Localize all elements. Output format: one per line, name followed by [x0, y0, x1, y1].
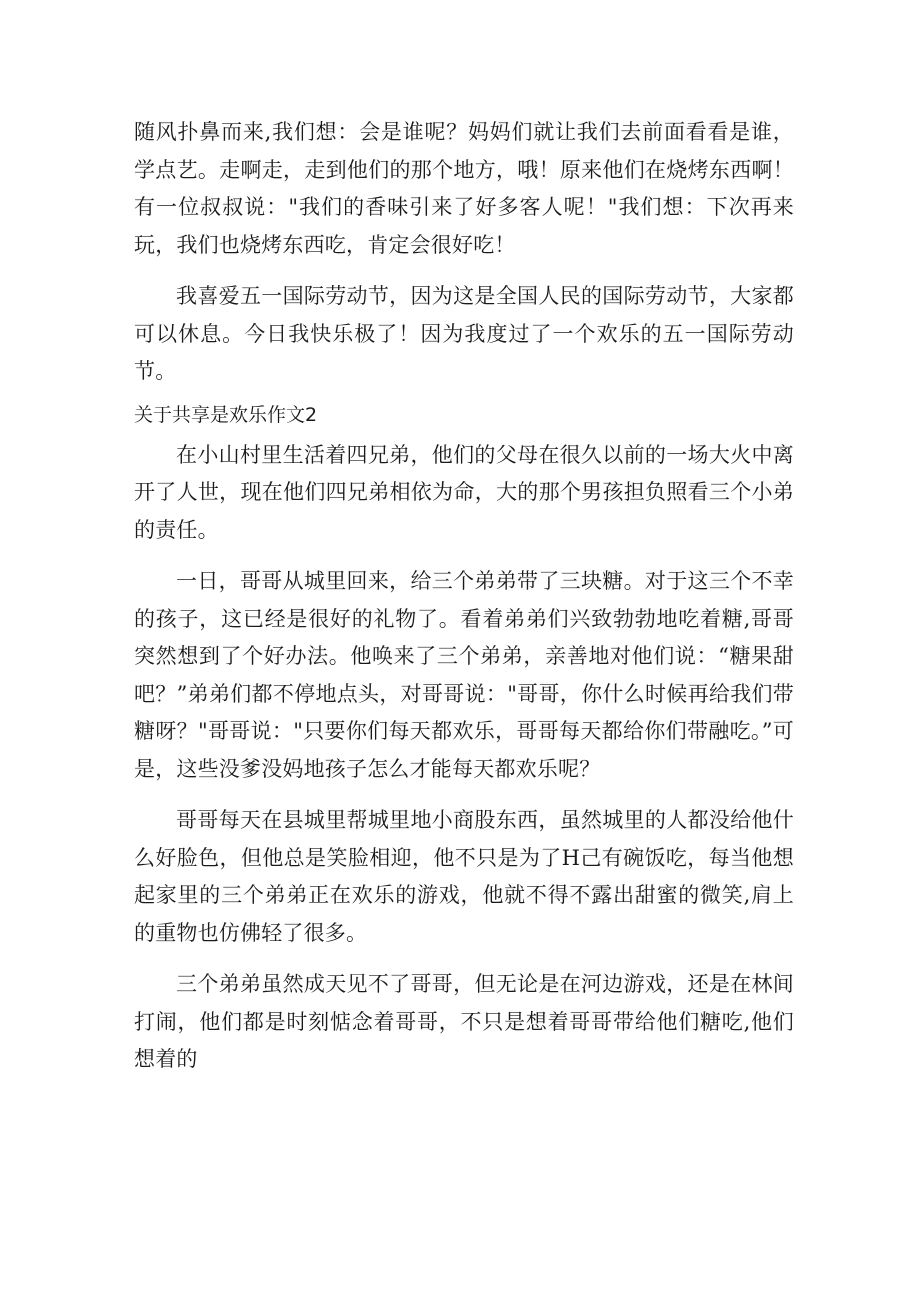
paragraph-1: 随风扑鼻而来,我们想：会是谁呢？妈妈们就让我们去前面看看是谁，学点艺。走啊走，走到他们的那个地方，哦！原来他们在烧烤东西啊！有一位叔叔说："我们的香味引来了好多客人呢！"我们想：下次再来玩，我们也烧烤东西吃，肯定会很好吃！	[134, 120, 794, 257]
paragraph-2: 我喜爱五一国际劳动节，因为这是全国人民的国际劳动节，大家都可以休息。今日我快乐极了！因为我度过了一个欢乐的五一国际劳动节。	[134, 284, 794, 383]
section-heading: 关于共享是欢乐作文2	[134, 403, 318, 426]
paragraph-6: 三个弟弟虽然成天见不了哥哥，但无论是在河边游戏，还是在林间打闹，他们都是时刻惦念着哥哥，不只是想着哥哥带给他们糖吃,他们想着的	[134, 972, 794, 1071]
paragraph-4: 一日，哥哥从城里回来，给三个弟弟带了三块糖。对于这三个不幸的孩子，这已经是很好的礼物了。看着弟弟们兴致勃勃地吃着糖,哥哥突然想到了个好办法。他唤来了三个弟弟，亲善地对他们说：“糖果甜吧？”弟弟们都不停地点头，对哥哥说："哥哥，你什么时候再给我们带糖呀？"哥哥说："只要你们每天都欢乐，哥哥每天都给你们带融吃。”可是，这些没爹没妈地孩子怎么才能每天都欢乐呢？	[134, 569, 794, 781]
document-body	[134, 114, 794, 1079]
paragraph-3: 在小山村里生活着四兄弟，他们的父母在很久以前的一场大火中离开了人世，现在他们四兄弟相依为命，大的那个男孩担负照看三个小弟的责任。	[134, 442, 794, 542]
paragraph-5: 哥哥每天在县城里帮城里地小商股东西，虽然城里的人都没给他什么好脸色，但他总是笑脸相迎，他不只是为了H己有碗饭吃，每当他想起家里的三个弟弟正在欢乐的游戏，他就不得不露出甜蜜的微笑,肩上的重物也仿佛轻了很多。	[134, 808, 794, 945]
